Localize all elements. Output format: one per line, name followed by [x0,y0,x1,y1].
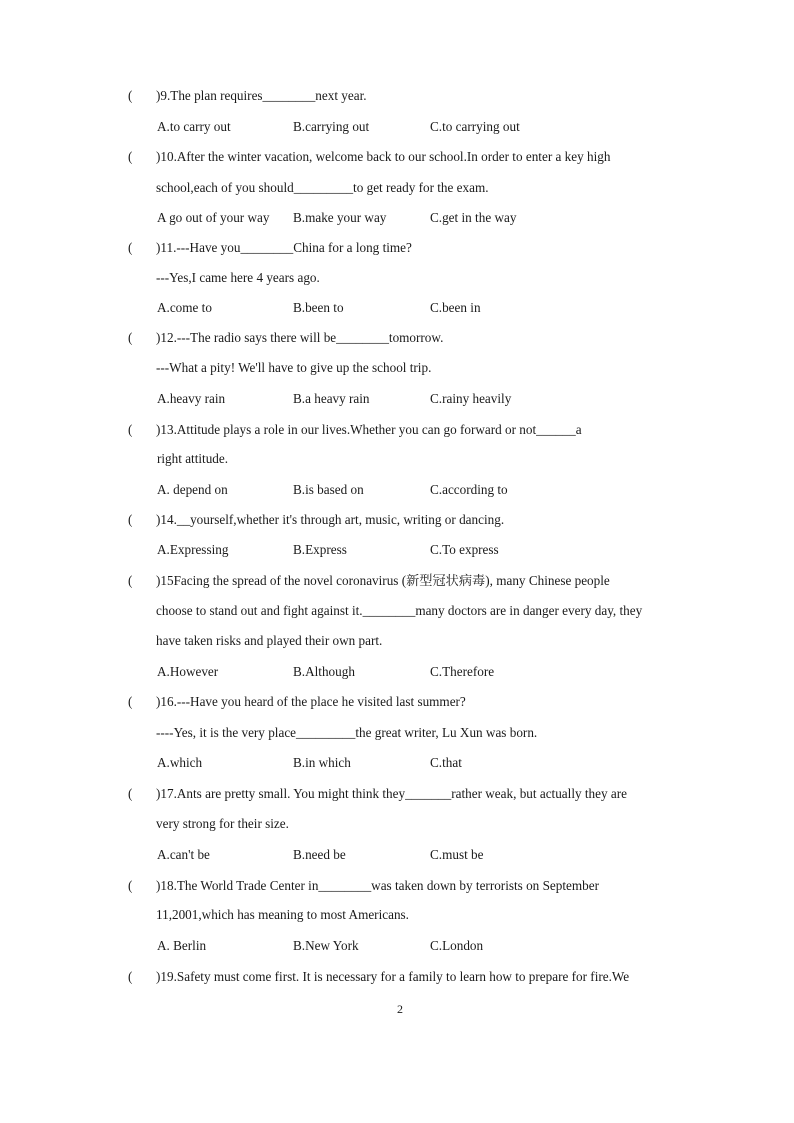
question-continuation: 11,2001,which has meaning to most Americans. [156,907,409,922]
options-17 [0,845,794,865]
option-b: B.need be [293,847,346,862]
option-b: B.is based on [293,482,364,497]
option-a: A. depend on [157,482,228,497]
question-continuation: right attitude. [157,451,229,466]
option-b: B.a heavy rain [293,391,370,406]
options-18 [0,936,794,956]
question-15-line-1 [0,601,794,621]
option-c: C.to carrying out [430,119,520,134]
answer-paren: ( [128,88,133,103]
options-13 [0,480,794,500]
option-a: A.to carry out [157,119,231,134]
question-17-line [0,814,794,834]
options-9 [0,117,794,137]
answer-paren: ( [128,512,133,527]
option-a: A.Expressing [157,542,229,557]
question-16 [0,692,794,712]
question-13 [0,420,794,440]
question-continuation: very strong for their size. [156,816,289,831]
option-b: B.carrying out [293,119,370,134]
answer-paren: ( [128,240,133,255]
question-stem: )9.The plan requires________next year. [156,88,367,103]
question-stem: )11.---Have you________China for a long time? [156,240,412,255]
question-10-line [0,178,794,198]
answer-paren: ( [128,694,133,709]
question-stem: )18.The World Trade Center in________was taken down by terrorists on September [156,878,599,893]
question-stem: )17.Ants are pretty small. You might think they_______rather weak, but actually they are [156,786,627,801]
question-stem: )12.---The radio says there will be________tomorrow. [156,330,444,345]
question-12 [0,328,794,348]
options-14 [0,540,794,560]
option-b: B.make your way [293,210,387,225]
option-c: C.London [430,938,484,953]
question-18 [0,876,794,896]
option-a: A.come to [157,300,212,315]
options-11 [0,298,794,318]
answer-paren: ( [128,969,133,984]
option-c: C.been in [430,300,481,315]
question-stem: )16.---Have you heard of the place he visited last summer? [156,694,466,709]
answer-paren: ( [128,422,133,437]
question-14 [0,510,794,530]
option-a: A.However [157,664,219,679]
options-15 [0,662,794,682]
option-c: C.rainy heavily [430,391,512,406]
question-continuation: ----Yes, it is the very place_________the great writer, Lu Xun was born. [156,725,538,740]
question-continuation: school,each of you should_________to get ready for the exam. [156,180,489,195]
answer-paren: ( [128,786,133,801]
answer-paren: ( [128,573,133,588]
option-c: C.that [430,755,462,770]
question-11 [0,238,794,258]
option-a: A.can't be [157,847,210,862]
page-number: 2 [397,1002,403,1016]
question-stem: )14.__yourself,whether it's through art, music, writing or dancing. [156,512,505,527]
question-15-line-2 [0,631,794,651]
question-12-line [0,358,794,378]
option-b: B.Although [293,664,355,679]
question-9 [0,86,794,106]
option-c: C.Therefore [430,664,495,679]
question-continuation: ---Yes,I came here 4 years ago. [156,270,320,285]
options-12 [0,389,794,409]
question-17 [0,784,794,804]
option-a: A.heavy rain [157,391,226,406]
answer-paren: ( [128,149,133,164]
question-stem: )13.Attitude plays a role in our lives.Whether you can go forward or not______a [156,422,582,437]
option-b: B.in which [293,755,351,770]
option-b: B.Express [293,542,347,557]
option-c: C.To express [430,542,499,557]
option-b: B.New York [293,938,359,953]
answer-paren: ( [128,878,133,893]
question-stem: )10.After the winter vacation, welcome back to our school.In order to enter a key high [156,149,611,164]
question-11-line [0,268,794,288]
question-stem: )19.Safety must come first. It is necessary for a family to learn how to prepare for fire.We [156,969,630,984]
options-16 [0,753,794,773]
question-18-line [0,905,794,925]
options-10 [0,208,794,228]
option-a: A go out of your way [157,210,270,225]
question-continuation: have taken risks and played their own part. [156,633,383,648]
question-13-line [0,449,794,469]
question-continuation: ---What a pity! We'll have to give up the school trip. [156,360,432,375]
option-a: A. Berlin [157,938,207,953]
option-c: C.must be [430,847,484,862]
option-a: A.which [157,755,203,770]
option-b: B.been to [293,300,344,315]
option-c: C.according to [430,482,508,497]
question-10 [0,147,794,167]
option-c: C.get in the way [430,210,517,225]
question-15 [0,571,794,591]
answer-paren: ( [128,330,133,345]
question-continuation: choose to stand out and fight against it.________many doctors are in danger every day, they [156,603,643,618]
question-stem: )15Facing the spread of the novel coronavirus (新型冠状病毒), many Chinese people [156,573,610,588]
question-19 [0,967,794,987]
question-16-line [0,723,794,743]
